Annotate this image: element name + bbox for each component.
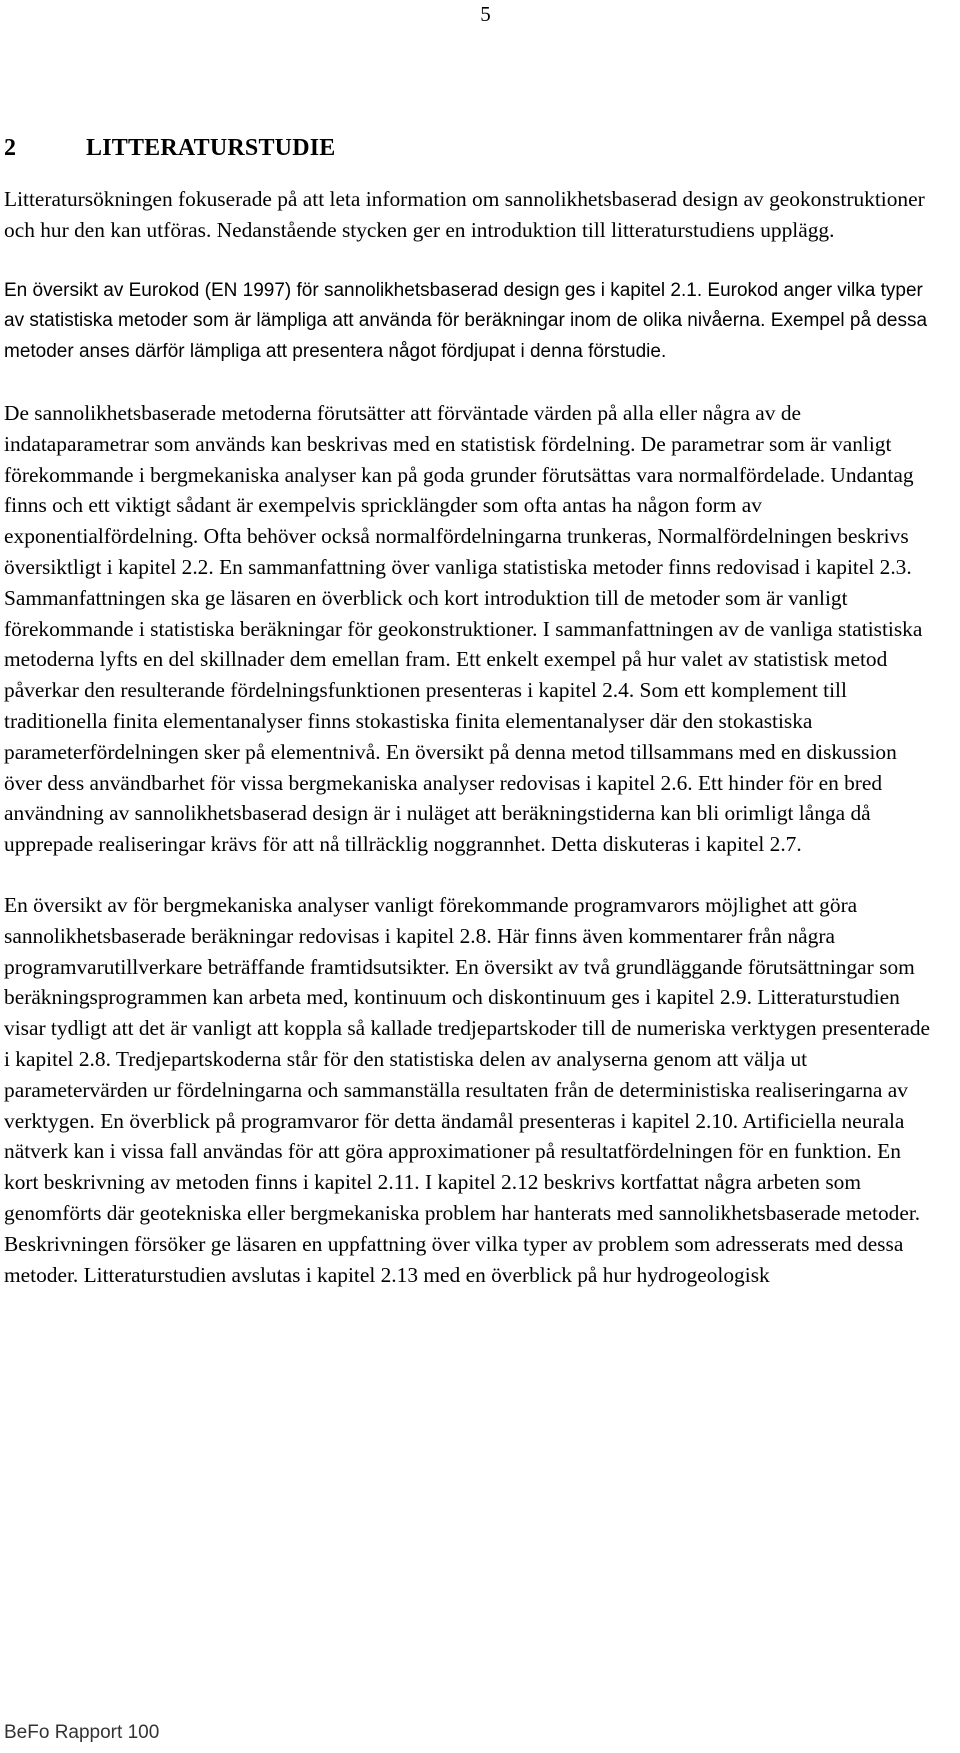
section-heading xyxy=(4,135,934,162)
section-number: 2 xyxy=(4,135,17,161)
paragraph-methods: De sannolikhetsbaserade metoderna förutsätter att förväntade värden på alla eller några av de indataparametrar som används kan beskrivas med en statistisk fördelning. De parametrar som är vanligt förekommande i bergmekaniska analyser kan på goda grunder förutsättas vara normalfördelade. Undantag finns och ett viktigt sådant är exempelvis spricklängder som ofta antas ha någon form av exponentialfördelning. Ofta behöver också normalfördelningarna trunkeras, Normalfördelningen beskrivs översiktligt i kapitel 2.2. En sammanfattning över vanliga statistiska metoder finns redovisad i kapitel 2.3. Sammanfattningen ska ge läsaren en överblick och kort introduktion till de metoder som är vanligt förekommande i statistiska beräkningar för geokonstruktioner. I sammanfattningen av de vanliga statistiska metoderna lyfts en del skillnader dem emellan fram. Ett enkelt exempel på hur valet av statistisk metod påverkar den resulterande fördelningsfunktionen presenteras i kapitel 2.4. Som ett komplement till traditionella finita elementanalyser finns stokastiska finita elementanalyser där den stokastiska parameterfördelningen sker på elementnivå. En översikt på denna metod tillsammans med en diskussion över dess användbarhet för vissa bergmekaniska analyser redovisas i kapitel 2.6. Ett hinder för en bred användning av sannolikhetsbaserad design är i nuläget att beräkningstiderna kan bli orimligt långa då upprepade realiseringar krävs för att nå tillräcklig noggrannhet. Detta diskuteras i kapitel 2.7. xyxy=(4,400,923,857)
paragraph-intro: Litteratursökningen fokuserade på att leta information om sannolikhetsbaserad design av geokonstruktioner och hur den kan utföras. Nedanstående stycken ger en introduktion till litteraturstudiens upplägg. xyxy=(4,187,925,242)
footer-report-label: BeFo Rapport 100 xyxy=(4,1722,160,1743)
paragraph-eurokod: En översikt av Eurokod (EN 1997) för sannolikhetsbaserad design ges i kapitel 2.1. Eurokod anger vilka typer av statistiska metoder som är lämpliga att använda för beräkningar inom de olika nivåerna. Exempel på dessa metoder anses därför lämpliga att presentera något fördjupat i denna förstudie. xyxy=(4,279,928,363)
section-title: LITTERATURSTUDIE xyxy=(86,135,336,161)
document-body xyxy=(4,135,934,1320)
page-number: 5 xyxy=(480,2,491,26)
paragraph-software: En översikt av för bergmekaniska analyser vanligt förekommande programvarors möjlighet att göra sannolikhetsbaserade beräkningar redovisas i kapitel 2.8. Här finns även kommentarer från några programvarutillverkare beträffande framtidsutsikter. En översikt av två grundläggande förutsättningar som beräkningsprogrammen kan arbeta med, kontinuum och diskontinuum ges i kapitel 2.9. Litteraturstudien visar tydligt att det är vanligt att koppla så kallade tredjepartskoder till de numeriska verktygen presenterade i kapitel 2.8. Tredjepartskoderna står för den statistiska delen av analyserna genom att välja ut parametervärden ur fördelningarna och sammanställa resultaten från de deterministiska realiseringarna av verktygen. En överblick på programvaror för detta ändamål presenteras i kapitel 2.10. Artificiella neurala nätverk kan i vissa fall användas för att göra approximationer på resultatfördelningen för en funktion. En kort beskrivning av metoden finns i kapitel 2.11. I kapitel 2.12 beskrivs kortfattat några arbeten som genomförts där geotekniska eller bergmekaniska problem har hanterats med sannolikhetsbaserade metoder. Beskrivningen försöker ge läsaren en uppfattning över vilka typer av problem som adresserats med dessa metoder. Litteraturstudien avslutas i kapitel 2.13 med en överblick på hur hydrogeologisk xyxy=(4,892,931,1287)
